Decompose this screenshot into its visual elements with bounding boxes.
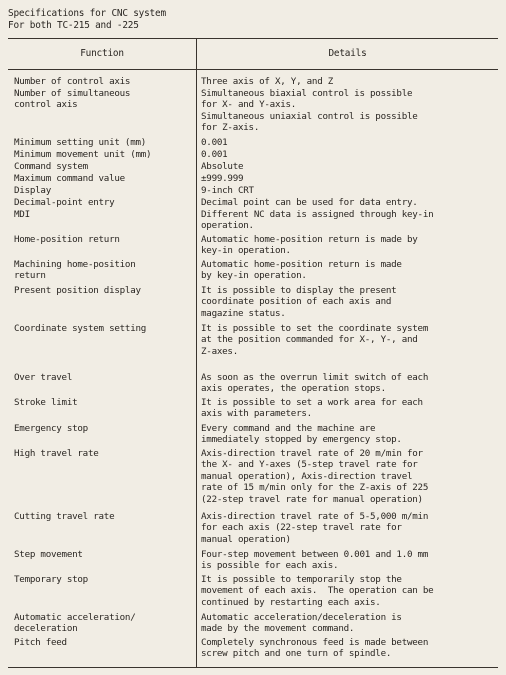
details-text: Automatic home-position return is made by (201, 234, 418, 245)
details-cell (201, 549, 496, 572)
details-cell (201, 185, 496, 196)
function-text: Home-position return (14, 234, 120, 245)
details-text: 9-inch CRT (201, 185, 254, 196)
details-text: continued by restarting each axis. (201, 596, 381, 608)
details-text: for X- and Y-axis. (201, 99, 297, 111)
details-text: immediately stopped by emergency stop. (201, 434, 402, 446)
details-text: (22-step travel rate for manual operation) (201, 493, 423, 505)
function-cell (14, 173, 192, 184)
details-text: for each axis (22-step travel rate for (201, 522, 402, 534)
details-text: As soon as the overrun limit switch of each (201, 372, 429, 383)
function-text: Stroke limit (14, 397, 78, 408)
function-cell (14, 511, 192, 522)
details-text: manual operation), Axis-direction travel (201, 470, 413, 482)
details-text: made by the movement command. (201, 623, 355, 635)
details-cell (201, 209, 496, 232)
function-cell (14, 76, 192, 87)
details-cell (201, 397, 496, 420)
details-cell (201, 574, 496, 608)
function-cell (14, 323, 192, 334)
details-text: Different NC data is assigned through key-in (201, 209, 434, 220)
details-cell (201, 323, 496, 357)
details-text: It is possible to set a work area for each (201, 397, 423, 408)
details-cell (201, 161, 496, 172)
function-text: Emergency stop (14, 423, 88, 434)
function-text: Present position display (14, 285, 141, 296)
details-cell (201, 173, 496, 184)
details-cell (201, 76, 496, 87)
function-cell (14, 448, 192, 459)
details-text: movement of each axis. The operation can be (201, 585, 434, 597)
function-text: Minimum setting unit (mm) (14, 137, 147, 148)
details-text: It is possible to temporarily stop the (201, 574, 402, 585)
function-cell (14, 161, 192, 172)
function-cell (14, 637, 192, 648)
details-cell (201, 285, 496, 319)
details-text: coordinate position of each axis and (201, 296, 392, 308)
details-text: the X- and Y-axes (5-step travel rate for (201, 459, 418, 471)
details-cell (201, 448, 496, 505)
details-cell (201, 372, 496, 395)
details-text: is possible for each axis. (201, 560, 339, 572)
details-text: It is possible to set the coordinate system (201, 323, 429, 334)
function-text: Number of control axis (14, 76, 131, 87)
function-text: Pitch feed (14, 637, 67, 648)
function-cell (14, 612, 192, 635)
function-cell (14, 574, 192, 585)
function-text: Over travel (14, 372, 73, 383)
details-text: axis with parameters. (201, 408, 312, 420)
details-text: at the position commanded for X-, Y-, and (201, 334, 418, 346)
details-text: Every command and the machine are (201, 423, 376, 434)
details-text: Simultaneous uniaxial control is possible (201, 110, 418, 122)
spec-table (8, 38, 498, 668)
details-text: Simultaneous biaxial control is possible (201, 88, 413, 99)
function-cell (14, 185, 192, 196)
details-cell (201, 423, 496, 446)
function-text: deceleration (14, 623, 78, 635)
details-text: Automatic home-position return is made (201, 259, 402, 270)
details-text: manual operation) (201, 533, 291, 545)
details-text: It is possible to display the present (201, 285, 397, 296)
details-text: Axis-direction travel rate of 5-5,000 m/min (201, 511, 429, 522)
function-text: Cutting travel rate (14, 511, 115, 522)
details-cell (201, 637, 496, 660)
function-cell (14, 549, 192, 560)
function-text: Decimal-point entry (14, 197, 115, 208)
function-text: Minimum movement unit (mm) (14, 149, 152, 160)
details-text: Decimal point can be used for data entry. (201, 197, 418, 208)
details-cell (201, 149, 496, 160)
details-cell (201, 88, 496, 134)
function-cell (14, 372, 192, 383)
function-cell (14, 423, 192, 434)
document-title (8, 8, 166, 32)
function-cell (14, 209, 192, 220)
details-text: Axis-direction travel rate of 20 m/min for (201, 448, 423, 459)
function-cell (14, 137, 192, 148)
details-cell (201, 511, 496, 545)
function-text: Step movement (14, 549, 83, 560)
function-text: Maximum command value (14, 173, 125, 184)
details-text: Three axis of X, Y, and Z (201, 76, 334, 87)
details-cell (201, 137, 496, 148)
details-text: magazine status. (201, 307, 286, 319)
function-text: Machining home-position (14, 259, 136, 270)
function-text: Temporary stop (14, 574, 88, 585)
details-text: operation. (201, 220, 254, 232)
function-cell (14, 197, 192, 208)
function-cell (14, 285, 192, 296)
details-text: 0.001 (201, 137, 228, 148)
details-cell (201, 259, 496, 282)
function-text: control axis (14, 99, 78, 111)
header-rule (8, 69, 498, 70)
details-text: Four-step movement between 0.001 and 1.0 mm (201, 549, 429, 560)
title-line-1: Specifications for CNC system (8, 8, 166, 19)
details-text: 0.001 (201, 149, 228, 160)
function-text: Number of simultaneous (14, 88, 131, 99)
details-text: Automatic acceleration/deceleration is (201, 612, 402, 623)
details-cell (201, 197, 496, 208)
header-function: Function (80, 48, 124, 59)
function-cell (14, 234, 192, 245)
title-line-2: For both TC-215 and -225 (8, 20, 139, 31)
function-text: MDI (14, 209, 30, 220)
header-details: Details (328, 48, 367, 59)
function-cell (14, 259, 192, 282)
details-text: rate of 15 m/min only for the Z-axis of 225 (201, 482, 429, 494)
function-text: Display (14, 185, 51, 196)
details-text: ±999.999 (201, 173, 244, 184)
function-text: Command system (14, 161, 88, 172)
details-text: Absolute (201, 161, 244, 172)
function-cell (14, 88, 192, 111)
function-text: High travel rate (14, 448, 99, 459)
details-text: Completely synchronous feed is made between (201, 637, 429, 648)
details-text: for Z-axis. (201, 122, 260, 134)
details-text: key-in operation. (201, 245, 291, 257)
function-cell (14, 397, 192, 408)
function-cell (14, 149, 192, 160)
details-cell (201, 234, 496, 257)
details-text: axis operates, the operation stops. (201, 383, 386, 395)
column-divider (196, 39, 197, 667)
details-text: screw pitch and one turn of spindle. (201, 648, 392, 660)
function-text: return (14, 270, 46, 282)
details-cell (201, 612, 496, 635)
function-text: Automatic acceleration/ (14, 612, 136, 623)
details-text: Z-axes. (201, 345, 238, 357)
function-text: Coordinate system setting (14, 323, 147, 334)
details-text: by key-in operation. (201, 270, 307, 282)
